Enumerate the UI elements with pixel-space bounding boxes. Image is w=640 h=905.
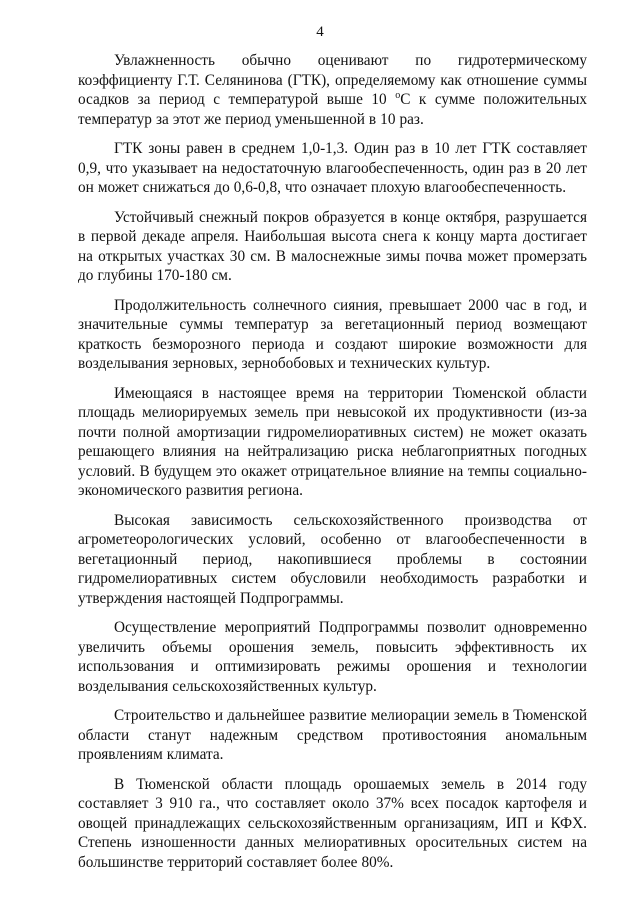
paragraph-text-continued: С к сумме положительных температур за этот же период уменьшенной в 10 раз.	[78, 91, 587, 128]
paragraph-sunshine: Продолжительность солнечного сияния, превышает 2000 час в год, и значительные суммы температур за вегетационный период возмещают краткость безморозного периода и создают широкие возможности для возделывания зерновых, зернобобовых и технических культур.	[78, 296, 587, 372]
paragraph-reclaimed-land: Имеющаяся в настоящее время на территории Тюменской области площадь мелиорируемых земель при невысокой их продуктивности (из-за почти полной амортизации гидромелиоративных систем) не может оказать решающего влияния на нейтрализацию риска неблагоприятных погодных условий. В будущем это окажет отрицательное влияние на темпы социально-экономического развития региона.	[78, 384, 587, 499]
paragraph-construction: Строительство и дальнейшее развитие мелиорации земель в Тюменской области станут надежным средством противостояния аномальным проявлениям климата.	[78, 707, 587, 763]
paragraph-htk-values: ГТК зоны равен в среднем 1,0-1,3. Один раз в 10 лет ГТК составляет 0,9, что указывает на недостаточную влагообеспеченность, один раз в 20 лет он может снижаться до 0,6-0,8, что означает плохую влагообеспеченность.	[78, 140, 587, 196]
degree-superscript: о	[395, 89, 401, 101]
page-number: 4	[316, 24, 324, 40]
paragraph-irrigated-area: В Тюменской области площадь орошаемых земель в 2014 году составляет 3 910 га., что составляет около 37% всех посадок картофеля и овощей принадлежащих сельскохозяйственным организациям, ИП и КФХ. Степень изношенности данных мелиоративных оросительных систем на большинстве территорий составляет более 80%.	[78, 775, 587, 871]
paragraph-subprogram-measures: Осуществление мероприятий Подпрограммы позволит одновременно увеличить объемы орошения земель, повысить эффективность их использования и оптимизировать режимы орошения и технологии возделывания сельскохозяйственных культур.	[78, 619, 587, 695]
paragraph-snow-cover: Устойчивый снежный покров образуется в конце октября, разрушается в первой декаде апреля. Наибольшая высота снега к концу марта достигает на открытых участках 30 см. В малоснежные зимы почва может промерзать до глубины 170-180 см.	[78, 208, 587, 284]
paragraph-htk-definition	[78, 51, 587, 129]
paragraph-dependence: Высокая зависимость сельскохозяйственного производства от агрометеорологических условий, особенно от влагообеспеченности в вегетационный период, накопившиеся проблемы в состоянии гидромелиоративных систем обусловили необходимость разработки и утверждения настоящей Подпрограммы.	[78, 511, 587, 607]
document-body	[78, 51, 587, 882]
paragraph-text: Увлажненность обычно оценивают по гидротермическому коэффициенту Г.Т. Селянинова (ГТК), определяемому как отношение суммы осадков за период с температурой выше 10	[78, 52, 587, 108]
